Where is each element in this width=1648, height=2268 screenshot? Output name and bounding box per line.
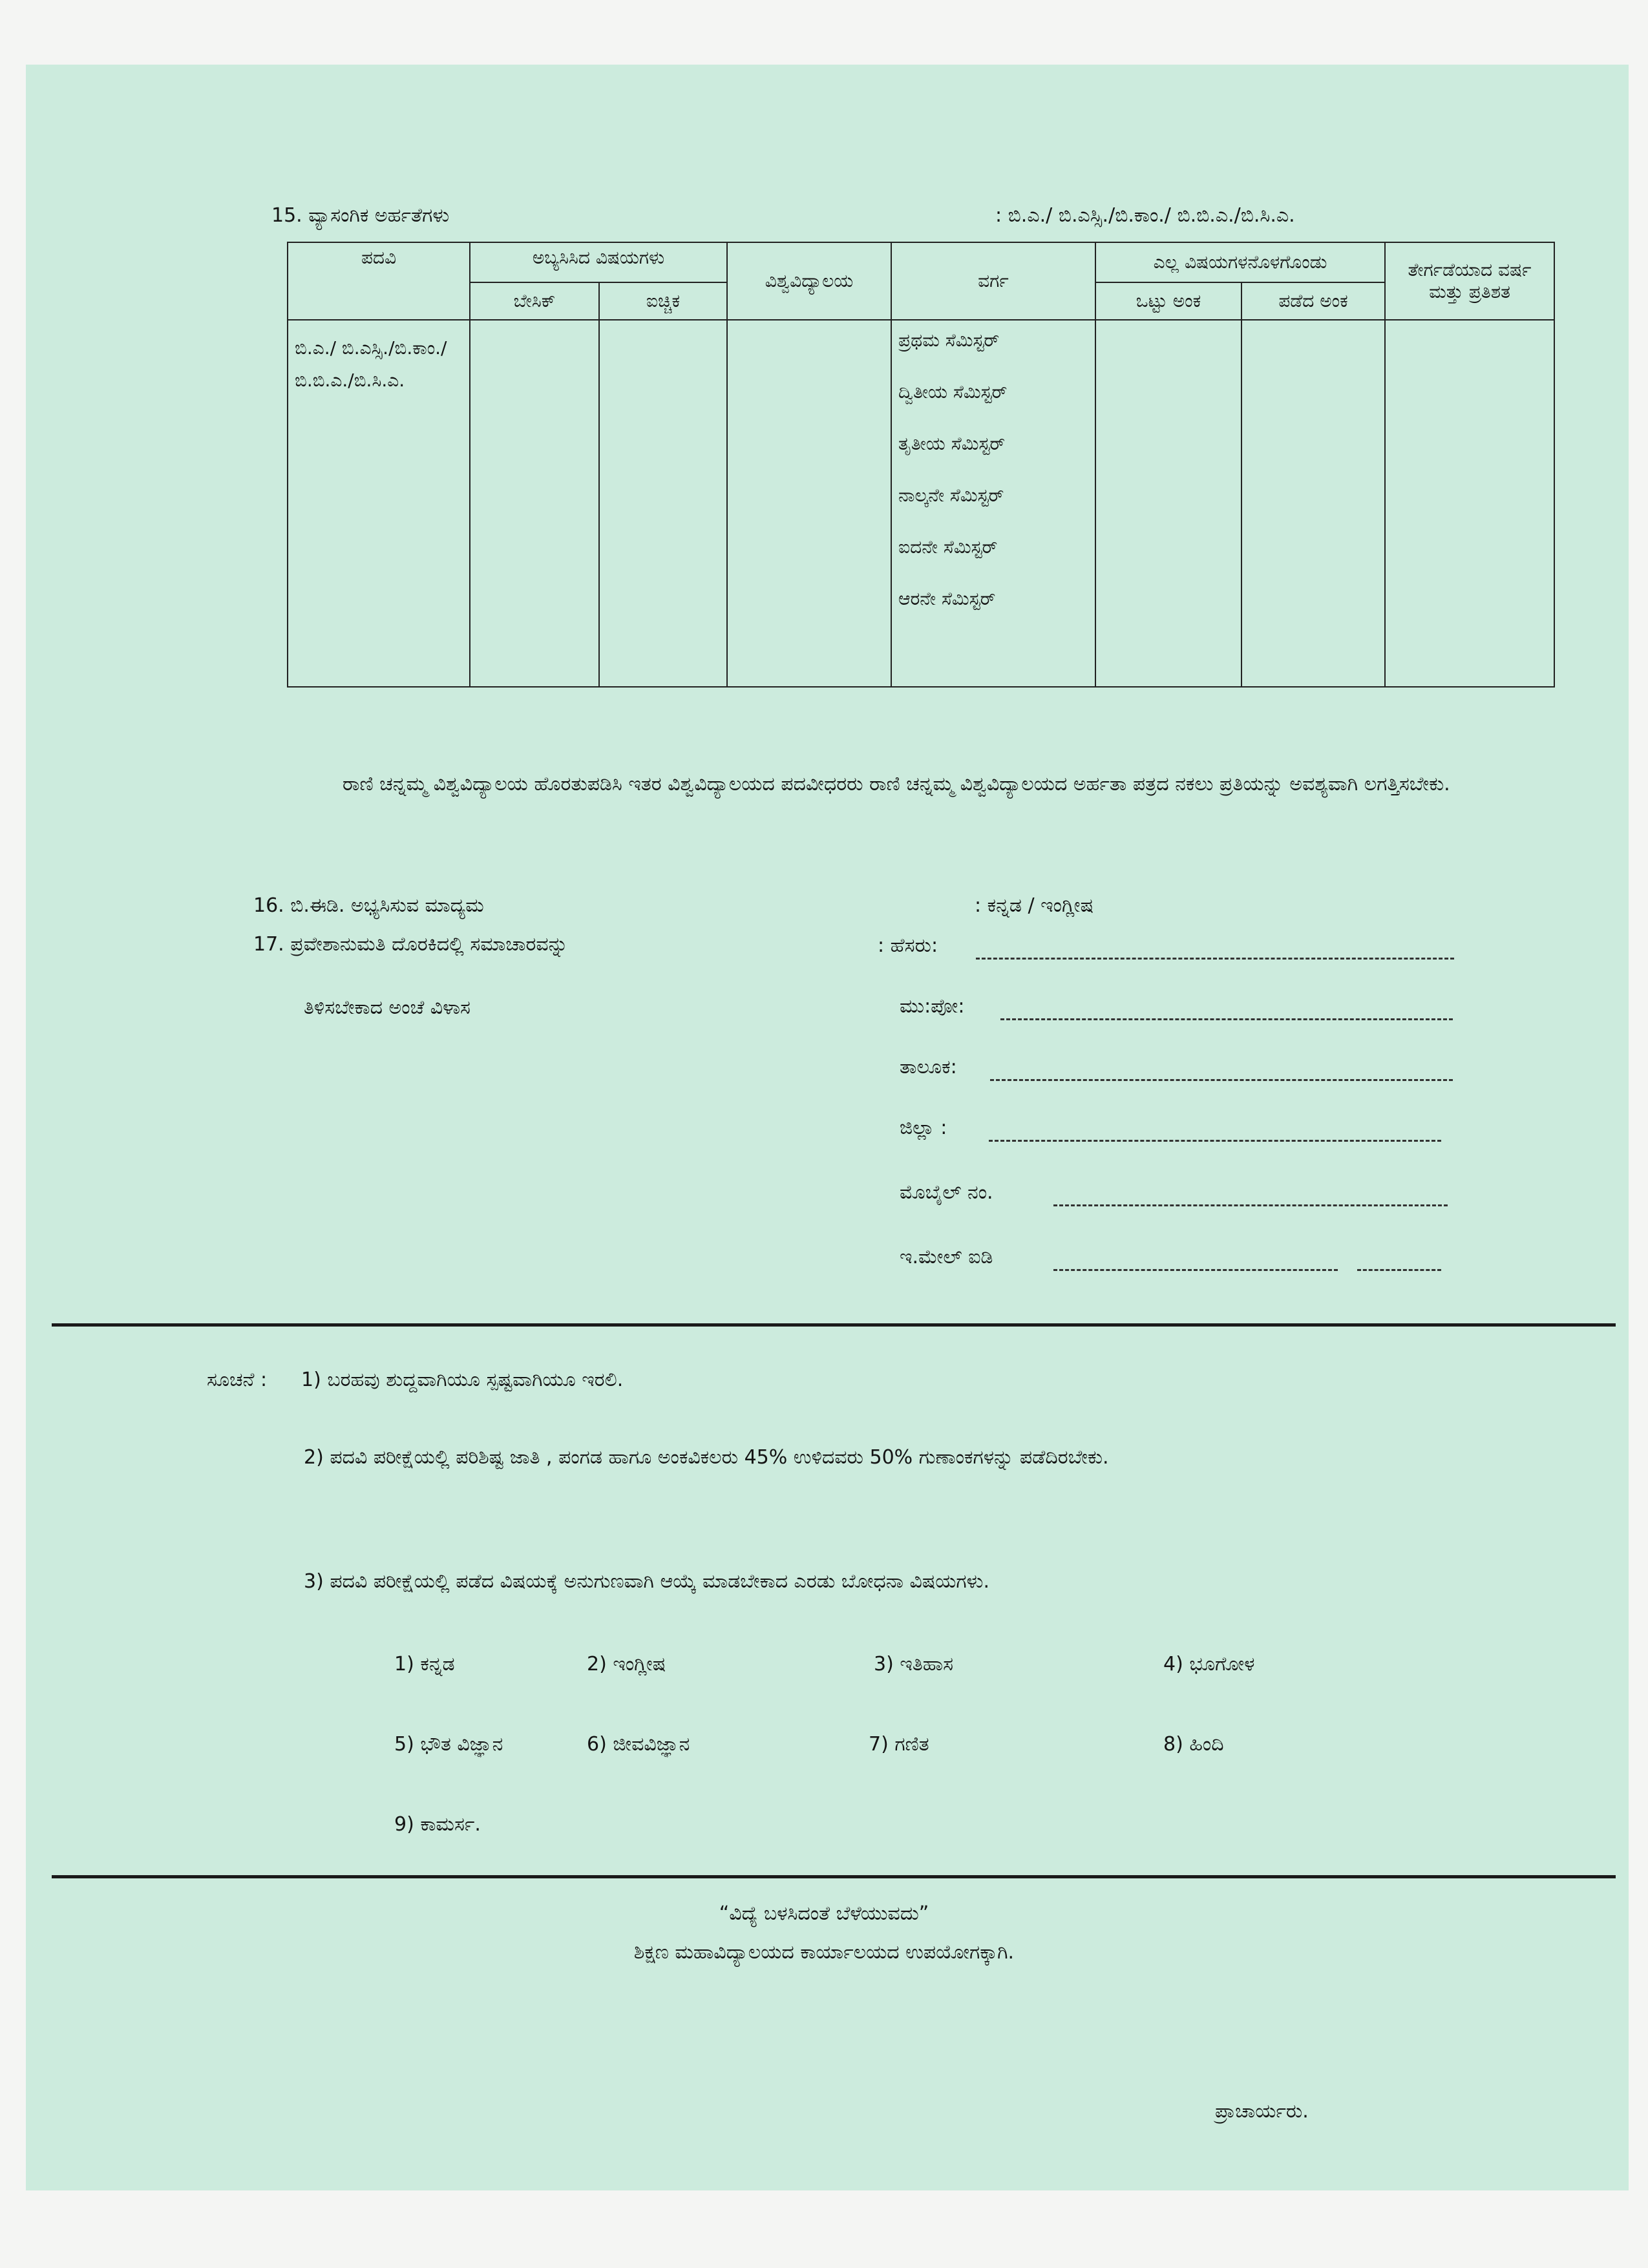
header-all-subjects: ಎಲ್ಲ ವಿಷಯಗಳನೊಳಗೊಂಡು <box>1095 242 1385 282</box>
total-marks-cell[interactable] <box>1095 320 1241 687</box>
header-degree: ಪದವಿ <box>288 242 470 320</box>
instruction-3: 3) ಪದವಿ ಪರೀಕ್ಷೆಯಲ್ಲಿ ಪಡೆದ ವಿಷಯಕ್ಕೆ ಅನುಗುಣವಾಗಿ ಆಯ್ಕೆ ಮಾಡಬೇಕಾದ ಎರಡು ಬೋಧನಾ ವಿಷಯಗಳು. <box>304 1570 990 1593</box>
post-label: ಮು:ಪೋ: <box>900 995 965 1018</box>
header-class: ವರ್ಗ <box>891 242 1095 320</box>
section-17-label-2: ತಿಳಿಸಬೇಕಾದ ಅಂಚೆ ವಿಳಾಸ <box>304 996 470 1019</box>
subject-9: 9) ಕಾಮರ್ಸ. <box>394 1813 481 1836</box>
district-field[interactable] <box>989 1124 1441 1142</box>
subject-1: 1) ಕನ್ನಡ <box>394 1653 455 1675</box>
instructions-prefix: ಸೂಚನೆ : <box>207 1369 268 1391</box>
subject-8: 8) ಹಿಂದಿ <box>1163 1733 1224 1756</box>
email-field[interactable] <box>1053 1254 1338 1271</box>
name-label: : ಹೆಸರು: <box>878 934 938 957</box>
mobile-label: ಮೊಬೈಲ್ ನಂ. <box>900 1181 993 1204</box>
subject-3: 3) ಇತಿಹಾಸ <box>874 1653 954 1675</box>
section-15-options: : ಬಿ.ಎ./ ಬಿ.ಎಸ್ಸಿ./ಬಿ.ಕಾಂ./ ಬಿ.ಬಿ.ಎ./ಬಿ.ಸಿ.ಎ. <box>995 204 1295 227</box>
subject-7: 7) ಗಣಿತ <box>869 1733 929 1756</box>
motto: “ವಿದ್ಯೆ ಬಳಸಿದಂತೆ ಬೆಳೆಯುವದು” <box>719 1902 929 1925</box>
section-17-label: 17. ಪ್ರವೇಶಾನುಮತಿ ದೊರಕಿದಲ್ಲಿ ಸಮಾಚಾರವನ್ನು <box>253 933 568 956</box>
email-field-domain[interactable] <box>1357 1254 1441 1271</box>
section-divider-top <box>52 1323 1616 1327</box>
email-label: ಇ.ಮೇಲ್ ಐಡಿ <box>900 1246 993 1268</box>
semester-list <box>891 320 1095 687</box>
semester-5: ಐದನೇ ಸೆಮಿಸ್ಟರ್ <box>898 536 998 558</box>
instruction-1: 1) ಬರಹವು ಶುದ್ದವಾಗಿಯೂ ಸ್ಪಷ್ಟವಾಗಿಯೂ ಇರಲಿ. <box>301 1369 624 1391</box>
semester-2: ದ್ವಿತೀಯ ಸೆಮಿಸ್ಟರ್ <box>898 381 1008 403</box>
subject-4: 4) ಭೂಗೋಳ <box>1163 1653 1255 1675</box>
office-use-heading: ಶಿಕ್ಷಣ ಮಹಾವಿದ್ಯಾಲಯದ ಕಾರ್ಯಾಲಯದ ಉಪಯೋಗಕ್ಕಾಗಿ. <box>633 1941 1015 1964</box>
section-divider-bottom <box>52 1875 1616 1878</box>
pass-year-percent-cell[interactable] <box>1385 320 1554 687</box>
degree-value-cell[interactable] <box>288 320 470 687</box>
post-field[interactable] <box>1000 1003 1453 1020</box>
section-16-value: : ಕನ್ನಡ / ಇಂಗ್ಲೀಷ <box>975 894 1093 917</box>
subject-6: 6) ಜೀವವಿಜ್ಞಾನ <box>587 1733 690 1756</box>
header-total-marks: ಒಟ್ಟು ಅಂಕ <box>1095 282 1241 320</box>
header-pass-year-percent: ತೇರ್ಗಡೆಯಾದ ವರ್ಷ ಮತ್ತು ಪ್ರತಿಶತ <box>1385 242 1554 320</box>
header-obtained-marks: ಪಡೆದ ಅಂಕ <box>1241 282 1385 320</box>
semester-4: ನಾಲ್ಕನೇ ಸೆಮಿಸ್ಟರ್ <box>898 485 1004 506</box>
taluk-label: ತಾಲೂಕ: <box>900 1056 957 1078</box>
subject-2: 2) ಇಂಗ್ಲೀಷ <box>587 1653 666 1675</box>
rcu-note-paragraph: ರಾಣಿ ಚನ್ನಮ್ಮ ವಿಶ್ವವಿದ್ಯಾಲಯ ಹೊರತುಪಡಿಸಿ ಇತರ ವಿಶ್ವವಿದ್ಯಾಲಯದ ಪದವೀಧರರು ರಾಣಿ ಚನ್ನಮ್ಮ ವಿಶ್ವವಿದ್ಯಾಲಯದ ಅರ್ಹತಾ ಪತ್ರದ ನಕಲು ಪ್ರತಿಯನ್ನು ಅವಶ್ಯವಾಗಿ ಲಗತ್ತಿಸಬೇಕು. <box>343 773 1450 795</box>
principal-signature-label: ಪ್ರಾಚಾರ್ಯರು. <box>1215 2100 1309 2123</box>
mobile-field[interactable] <box>1053 1189 1448 1206</box>
semester-1: ಪ್ರಥಮ ಸೆಮಿಸ್ಟರ್ <box>898 330 1000 351</box>
header-university: ವಿಶ್ವವಿದ್ಯಾಲಯ <box>727 242 891 320</box>
section-15-label: 15. ವ್ಯಾಸಂಗಿಕ ಅರ್ಹತೆಗಳು <box>271 204 450 227</box>
degree-value: ಬಿ.ಎ./ ಬಿ.ಎಸ್ಸಿ./ಬಿ.ಕಾಂ./ ಬಿ.ಬಿ.ಎ./ಬಿ.ಸಿ.ಎ. <box>295 337 447 391</box>
taluk-field[interactable] <box>990 1064 1453 1081</box>
header-basic: ಬೇಸಿಕ್ <box>470 282 599 320</box>
semester-6: ಆರನೇ ಸೆಮಿಸ್ಟರ್ <box>898 588 996 609</box>
semester-3: ತೃತೀಯ ಸೆಮಿಸ್ಟರ್ <box>898 433 1006 454</box>
optional-subject-cell[interactable] <box>599 320 727 687</box>
section-16-label: 16. ಬಿ.ಈಡಿ. ಅಭ್ಯಸಿಸುವ ಮಾದ್ಯಮ <box>253 894 484 917</box>
university-cell[interactable] <box>727 320 891 687</box>
name-field[interactable] <box>976 942 1454 960</box>
basic-subject-cell[interactable] <box>470 320 599 687</box>
district-label: ಜಿಲ್ಲಾ : <box>900 1117 947 1139</box>
header-optional: ಐಚ್ಚಿಕ <box>599 282 727 320</box>
qualification-table <box>287 242 1555 688</box>
header-subjects: ಅಬ್ಯಸಿಸಿದ ವಿಷಯಗಳು <box>470 242 727 282</box>
instruction-2: 2) ಪದವಿ ಪರೀಕ್ಷೆಯಲ್ಲಿ ಪರಿಶಿಷ್ಟ ಜಾತಿ , ಪಂಗಡ ಹಾಗೂ ಅಂಕವಿಕಲರು 45% ಉಳಿದವರು 50% ಗುಣಾಂಕಗಳನ್ನು ಪಡೆದಿರಬೇಕು. <box>304 1446 1109 1469</box>
subject-5: 5) ಭೌತ ವಿಜ್ಞಾನ <box>394 1733 503 1756</box>
obtained-marks-cell[interactable] <box>1241 320 1385 687</box>
